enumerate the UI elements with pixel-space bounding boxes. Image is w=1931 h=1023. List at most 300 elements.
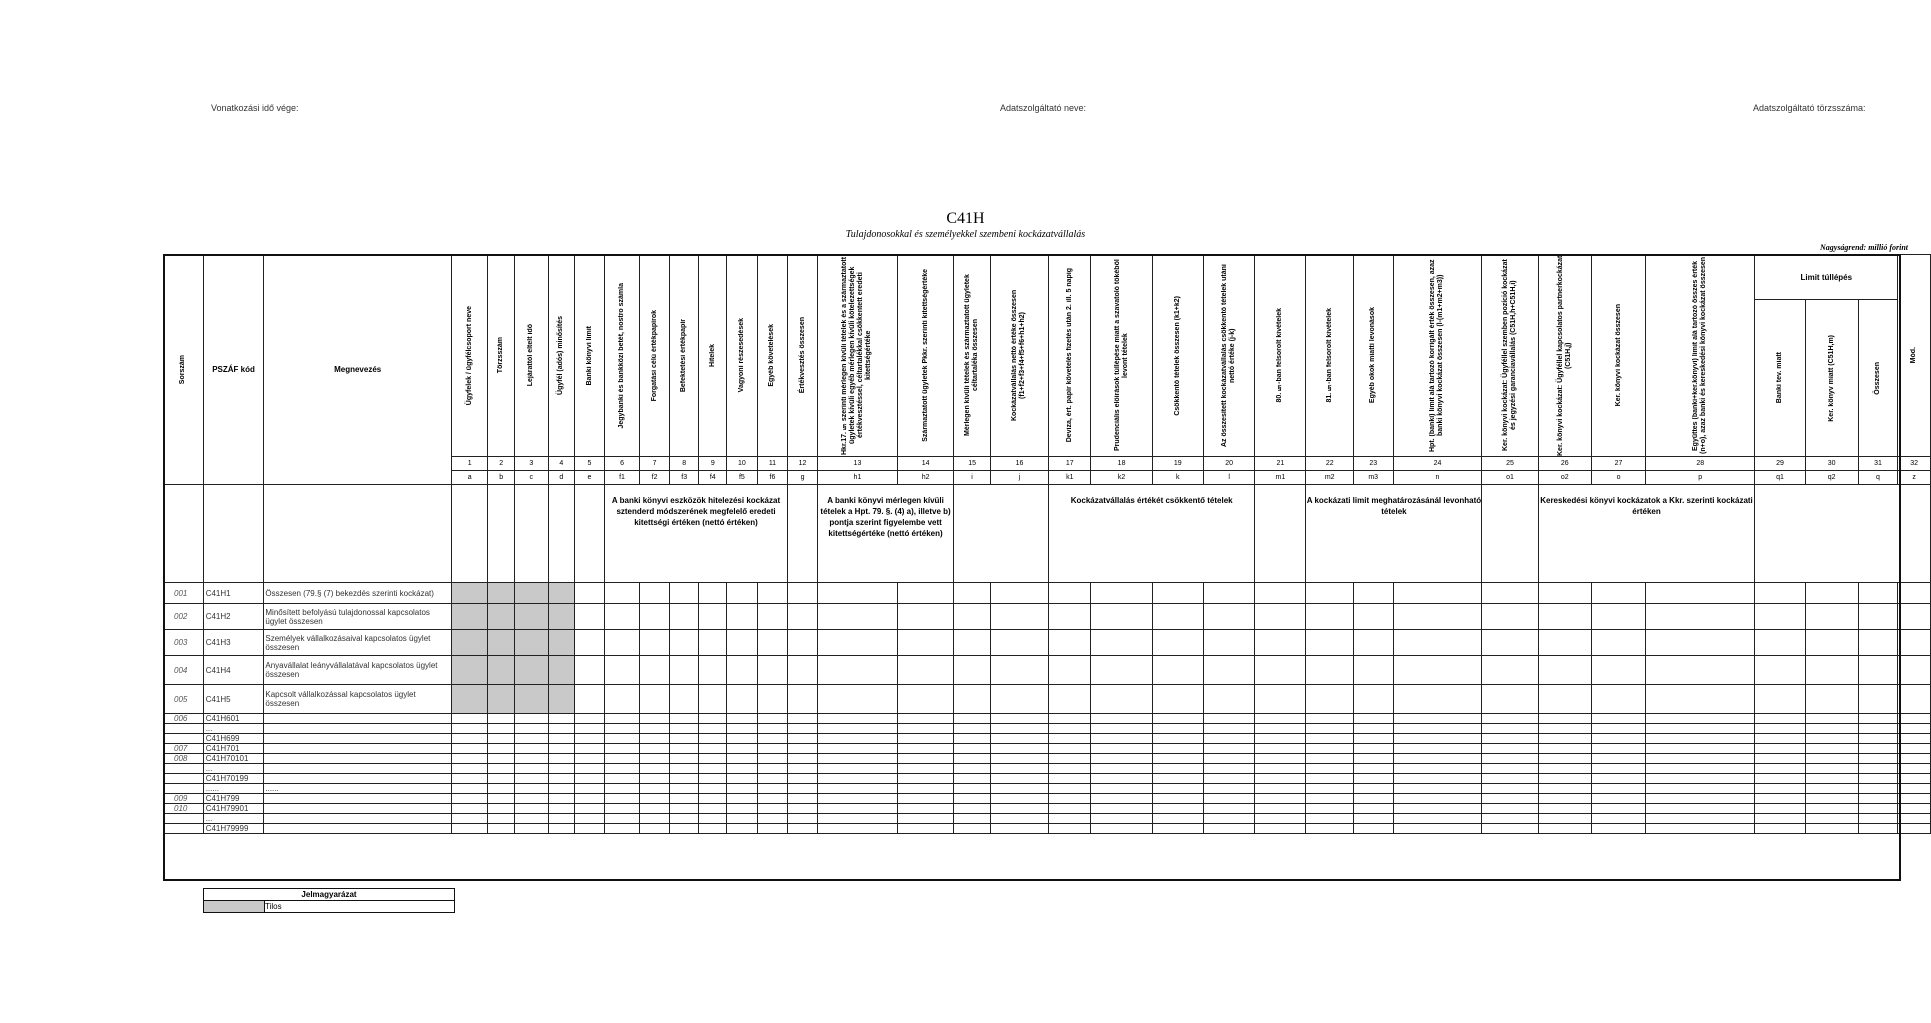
data-cell[interactable] bbox=[699, 754, 727, 764]
data-cell[interactable] bbox=[699, 714, 727, 724]
data-cell[interactable] bbox=[1393, 734, 1482, 744]
data-cell[interactable] bbox=[1805, 814, 1858, 824]
data-cell[interactable] bbox=[1805, 685, 1858, 714]
data-cell[interactable] bbox=[817, 685, 897, 714]
data-cell[interactable] bbox=[1049, 754, 1091, 764]
data-cell[interactable] bbox=[1482, 630, 1538, 656]
data-cell[interactable] bbox=[640, 685, 670, 714]
data-cell[interactable] bbox=[757, 814, 788, 824]
data-cell[interactable] bbox=[1393, 784, 1482, 794]
data-cell[interactable] bbox=[451, 685, 487, 714]
data-cell[interactable] bbox=[640, 583, 670, 604]
data-cell[interactable] bbox=[1538, 583, 1591, 604]
data-cell[interactable] bbox=[1306, 724, 1353, 734]
data-cell[interactable] bbox=[548, 630, 575, 656]
data-cell[interactable] bbox=[515, 734, 549, 744]
data-cell[interactable] bbox=[727, 685, 758, 714]
data-cell[interactable] bbox=[451, 744, 487, 754]
data-cell[interactable] bbox=[990, 604, 1048, 630]
data-cell[interactable] bbox=[1091, 754, 1152, 764]
data-cell[interactable] bbox=[1353, 714, 1393, 724]
data-cell[interactable] bbox=[669, 784, 699, 794]
data-cell[interactable] bbox=[990, 774, 1048, 784]
data-cell[interactable] bbox=[1898, 784, 1931, 794]
data-cell[interactable] bbox=[1646, 764, 1755, 774]
data-cell[interactable] bbox=[575, 583, 605, 604]
data-cell[interactable] bbox=[1393, 630, 1482, 656]
data-cell[interactable] bbox=[898, 734, 954, 744]
data-cell[interactable] bbox=[1306, 714, 1353, 724]
data-cell[interactable] bbox=[1538, 784, 1591, 794]
data-cell[interactable] bbox=[575, 724, 605, 734]
data-cell[interactable] bbox=[488, 685, 515, 714]
data-cell[interactable] bbox=[727, 583, 758, 604]
data-cell[interactable] bbox=[1591, 714, 1645, 724]
data-cell[interactable] bbox=[1255, 824, 1306, 834]
data-cell[interactable] bbox=[990, 630, 1048, 656]
data-cell[interactable] bbox=[548, 804, 575, 814]
data-cell[interactable] bbox=[1393, 583, 1482, 604]
data-cell[interactable] bbox=[727, 774, 758, 784]
data-cell[interactable] bbox=[515, 604, 549, 630]
data-cell[interactable] bbox=[1393, 804, 1482, 814]
data-cell[interactable] bbox=[1591, 630, 1645, 656]
data-cell[interactable] bbox=[669, 794, 699, 804]
data-cell[interactable] bbox=[604, 744, 639, 754]
data-cell[interactable] bbox=[1353, 685, 1393, 714]
data-cell[interactable] bbox=[1755, 814, 1805, 824]
data-cell[interactable] bbox=[898, 794, 954, 804]
data-cell[interactable] bbox=[898, 630, 954, 656]
data-cell[interactable] bbox=[1482, 794, 1538, 804]
data-cell[interactable] bbox=[1255, 714, 1306, 724]
data-cell[interactable] bbox=[817, 724, 897, 734]
data-cell[interactable] bbox=[669, 804, 699, 814]
data-cell[interactable] bbox=[1306, 784, 1353, 794]
data-cell[interactable] bbox=[1805, 794, 1858, 804]
data-cell[interactable] bbox=[990, 754, 1048, 764]
data-cell[interactable] bbox=[990, 724, 1048, 734]
data-cell[interactable] bbox=[1203, 814, 1254, 824]
data-cell[interactable] bbox=[1538, 604, 1591, 630]
data-cell[interactable] bbox=[548, 744, 575, 754]
data-cell[interactable] bbox=[699, 724, 727, 734]
data-cell[interactable] bbox=[1049, 656, 1091, 685]
data-cell[interactable] bbox=[1646, 824, 1755, 834]
data-cell[interactable] bbox=[604, 814, 639, 824]
data-cell[interactable] bbox=[898, 814, 954, 824]
data-cell[interactable] bbox=[488, 604, 515, 630]
data-cell[interactable] bbox=[1858, 804, 1897, 814]
data-cell[interactable] bbox=[1091, 814, 1152, 824]
data-cell[interactable] bbox=[1482, 744, 1538, 754]
data-cell[interactable] bbox=[604, 794, 639, 804]
data-cell[interactable] bbox=[1755, 744, 1805, 754]
data-cell[interactable] bbox=[1091, 744, 1152, 754]
data-cell[interactable] bbox=[488, 734, 515, 744]
data-cell[interactable] bbox=[640, 774, 670, 784]
data-cell[interactable] bbox=[954, 604, 991, 630]
data-cell[interactable] bbox=[1049, 714, 1091, 724]
data-cell[interactable] bbox=[727, 814, 758, 824]
data-cell[interactable] bbox=[990, 814, 1048, 824]
data-cell[interactable] bbox=[699, 814, 727, 824]
data-cell[interactable] bbox=[488, 656, 515, 685]
data-cell[interactable] bbox=[1805, 734, 1858, 744]
data-cell[interactable] bbox=[1755, 784, 1805, 794]
data-cell[interactable] bbox=[604, 656, 639, 685]
data-cell[interactable] bbox=[727, 804, 758, 814]
data-cell[interactable] bbox=[1646, 604, 1755, 630]
data-cell[interactable] bbox=[699, 630, 727, 656]
data-cell[interactable] bbox=[1591, 724, 1645, 734]
data-cell[interactable] bbox=[604, 630, 639, 656]
data-cell[interactable] bbox=[817, 784, 897, 794]
data-cell[interactable] bbox=[1482, 754, 1538, 764]
data-cell[interactable] bbox=[640, 604, 670, 630]
data-cell[interactable] bbox=[954, 714, 991, 724]
data-cell[interactable] bbox=[1646, 724, 1755, 734]
data-cell[interactable] bbox=[1091, 774, 1152, 784]
data-cell[interactable] bbox=[1255, 685, 1306, 714]
data-cell[interactable] bbox=[575, 604, 605, 630]
data-cell[interactable] bbox=[1898, 630, 1931, 656]
data-cell[interactable] bbox=[451, 754, 487, 764]
data-cell[interactable] bbox=[757, 583, 788, 604]
data-cell[interactable] bbox=[817, 804, 897, 814]
data-cell[interactable] bbox=[1393, 656, 1482, 685]
data-cell[interactable] bbox=[1538, 685, 1591, 714]
data-cell[interactable] bbox=[1393, 814, 1482, 824]
data-cell[interactable] bbox=[488, 754, 515, 764]
data-cell[interactable] bbox=[451, 784, 487, 794]
data-cell[interactable] bbox=[1152, 804, 1203, 814]
data-cell[interactable] bbox=[451, 714, 487, 724]
data-cell[interactable] bbox=[669, 744, 699, 754]
data-cell[interactable] bbox=[1353, 754, 1393, 764]
data-cell[interactable] bbox=[1049, 824, 1091, 834]
data-cell[interactable] bbox=[1393, 794, 1482, 804]
data-cell[interactable] bbox=[898, 724, 954, 734]
data-cell[interactable] bbox=[990, 656, 1048, 685]
data-cell[interactable] bbox=[575, 794, 605, 804]
data-cell[interactable] bbox=[1646, 814, 1755, 824]
data-cell[interactable] bbox=[1482, 583, 1538, 604]
data-cell[interactable] bbox=[575, 804, 605, 814]
data-cell[interactable] bbox=[727, 754, 758, 764]
data-cell[interactable] bbox=[788, 824, 818, 834]
data-cell[interactable] bbox=[1255, 754, 1306, 764]
data-cell[interactable] bbox=[1255, 814, 1306, 824]
data-cell[interactable] bbox=[604, 724, 639, 734]
data-cell[interactable] bbox=[1755, 724, 1805, 734]
data-cell[interactable] bbox=[990, 794, 1048, 804]
data-cell[interactable] bbox=[817, 774, 897, 784]
data-cell[interactable] bbox=[515, 724, 549, 734]
data-cell[interactable] bbox=[1646, 774, 1755, 784]
data-cell[interactable] bbox=[1591, 656, 1645, 685]
data-cell[interactable] bbox=[575, 784, 605, 794]
data-cell[interactable] bbox=[515, 685, 549, 714]
data-cell[interactable] bbox=[575, 754, 605, 764]
data-cell[interactable] bbox=[1898, 804, 1931, 814]
data-cell[interactable] bbox=[604, 583, 639, 604]
data-cell[interactable] bbox=[817, 604, 897, 630]
data-cell[interactable] bbox=[640, 804, 670, 814]
data-cell[interactable] bbox=[1393, 685, 1482, 714]
data-cell[interactable] bbox=[1898, 656, 1931, 685]
data-cell[interactable] bbox=[788, 630, 818, 656]
data-cell[interactable] bbox=[1591, 685, 1645, 714]
data-cell[interactable] bbox=[1393, 764, 1482, 774]
data-cell[interactable] bbox=[1805, 804, 1858, 814]
data-cell[interactable] bbox=[1049, 764, 1091, 774]
data-cell[interactable] bbox=[1755, 734, 1805, 744]
data-cell[interactable] bbox=[548, 724, 575, 734]
data-cell[interactable] bbox=[1591, 774, 1645, 784]
data-cell[interactable] bbox=[1755, 583, 1805, 604]
data-cell[interactable] bbox=[1049, 583, 1091, 604]
data-cell[interactable] bbox=[1482, 604, 1538, 630]
data-cell[interactable] bbox=[575, 734, 605, 744]
data-cell[interactable] bbox=[954, 630, 991, 656]
data-cell[interactable] bbox=[1306, 656, 1353, 685]
data-cell[interactable] bbox=[488, 744, 515, 754]
data-cell[interactable] bbox=[1591, 784, 1645, 794]
data-cell[interactable] bbox=[1306, 804, 1353, 814]
data-cell[interactable] bbox=[1203, 794, 1254, 804]
data-cell[interactable] bbox=[1646, 804, 1755, 814]
data-cell[interactable] bbox=[548, 714, 575, 724]
data-cell[interactable] bbox=[1091, 583, 1152, 604]
data-cell[interactable] bbox=[699, 794, 727, 804]
data-cell[interactable] bbox=[1755, 764, 1805, 774]
data-cell[interactable] bbox=[788, 685, 818, 714]
data-cell[interactable] bbox=[515, 804, 549, 814]
data-cell[interactable] bbox=[1858, 734, 1897, 744]
data-cell[interactable] bbox=[1755, 656, 1805, 685]
data-cell[interactable] bbox=[1858, 774, 1897, 784]
data-cell[interactable] bbox=[1306, 794, 1353, 804]
data-cell[interactable] bbox=[451, 656, 487, 685]
data-cell[interactable] bbox=[1203, 583, 1254, 604]
data-cell[interactable] bbox=[548, 774, 575, 784]
data-cell[interactable] bbox=[1393, 604, 1482, 630]
data-cell[interactable] bbox=[699, 824, 727, 834]
data-cell[interactable] bbox=[1091, 724, 1152, 734]
data-cell[interactable] bbox=[788, 814, 818, 824]
data-cell[interactable] bbox=[727, 794, 758, 804]
data-cell[interactable] bbox=[1755, 754, 1805, 764]
data-cell[interactable] bbox=[1482, 814, 1538, 824]
data-cell[interactable] bbox=[575, 764, 605, 774]
data-cell[interactable] bbox=[1858, 794, 1897, 804]
data-cell[interactable] bbox=[1353, 774, 1393, 784]
data-cell[interactable] bbox=[990, 583, 1048, 604]
data-cell[interactable] bbox=[1393, 754, 1482, 764]
data-cell[interactable] bbox=[515, 774, 549, 784]
data-cell[interactable] bbox=[1306, 754, 1353, 764]
data-cell[interactable] bbox=[727, 714, 758, 724]
data-cell[interactable] bbox=[1353, 804, 1393, 814]
data-cell[interactable] bbox=[1646, 714, 1755, 724]
data-cell[interactable] bbox=[640, 814, 670, 824]
data-cell[interactable] bbox=[669, 604, 699, 630]
data-cell[interactable] bbox=[640, 630, 670, 656]
data-cell[interactable] bbox=[1646, 734, 1755, 744]
data-cell[interactable] bbox=[1858, 685, 1897, 714]
data-cell[interactable] bbox=[1538, 630, 1591, 656]
data-cell[interactable] bbox=[488, 784, 515, 794]
data-cell[interactable] bbox=[1353, 630, 1393, 656]
data-cell[interactable] bbox=[575, 656, 605, 685]
data-cell[interactable] bbox=[548, 794, 575, 804]
data-cell[interactable] bbox=[1538, 734, 1591, 744]
data-cell[interactable] bbox=[548, 824, 575, 834]
data-cell[interactable] bbox=[604, 784, 639, 794]
data-cell[interactable] bbox=[898, 604, 954, 630]
data-cell[interactable] bbox=[1482, 724, 1538, 734]
data-cell[interactable] bbox=[1255, 764, 1306, 774]
data-cell[interactable] bbox=[954, 583, 991, 604]
data-cell[interactable] bbox=[1858, 714, 1897, 724]
data-cell[interactable] bbox=[788, 784, 818, 794]
data-cell[interactable] bbox=[515, 583, 549, 604]
data-cell[interactable] bbox=[727, 764, 758, 774]
data-cell[interactable] bbox=[954, 824, 991, 834]
data-cell[interactable] bbox=[1255, 774, 1306, 784]
data-cell[interactable] bbox=[1858, 824, 1897, 834]
data-cell[interactable] bbox=[1805, 774, 1858, 784]
data-cell[interactable] bbox=[788, 714, 818, 724]
data-cell[interactable] bbox=[1152, 630, 1203, 656]
data-cell[interactable] bbox=[699, 583, 727, 604]
data-cell[interactable] bbox=[488, 764, 515, 774]
data-cell[interactable] bbox=[954, 794, 991, 804]
data-cell[interactable] bbox=[548, 754, 575, 764]
data-cell[interactable] bbox=[1353, 744, 1393, 754]
data-cell[interactable] bbox=[1353, 604, 1393, 630]
data-cell[interactable] bbox=[1152, 734, 1203, 744]
data-cell[interactable] bbox=[817, 583, 897, 604]
data-cell[interactable] bbox=[954, 764, 991, 774]
data-cell[interactable] bbox=[548, 814, 575, 824]
data-cell[interactable] bbox=[669, 754, 699, 764]
data-cell[interactable] bbox=[1482, 656, 1538, 685]
data-cell[interactable] bbox=[604, 714, 639, 724]
data-cell[interactable] bbox=[1255, 724, 1306, 734]
data-cell[interactable] bbox=[1858, 814, 1897, 824]
data-cell[interactable] bbox=[757, 604, 788, 630]
data-cell[interactable] bbox=[1393, 774, 1482, 784]
data-cell[interactable] bbox=[1353, 764, 1393, 774]
data-cell[interactable] bbox=[640, 744, 670, 754]
data-cell[interactable] bbox=[1755, 794, 1805, 804]
data-cell[interactable] bbox=[1255, 784, 1306, 794]
data-cell[interactable] bbox=[727, 656, 758, 685]
data-cell[interactable] bbox=[488, 583, 515, 604]
data-cell[interactable] bbox=[604, 774, 639, 784]
data-cell[interactable] bbox=[515, 714, 549, 724]
data-cell[interactable] bbox=[898, 804, 954, 814]
data-cell[interactable] bbox=[1049, 804, 1091, 814]
data-cell[interactable] bbox=[898, 583, 954, 604]
data-cell[interactable] bbox=[1591, 824, 1645, 834]
data-cell[interactable] bbox=[488, 804, 515, 814]
data-cell[interactable] bbox=[451, 583, 487, 604]
data-cell[interactable] bbox=[548, 583, 575, 604]
data-cell[interactable] bbox=[1393, 824, 1482, 834]
data-cell[interactable] bbox=[788, 724, 818, 734]
data-cell[interactable] bbox=[548, 685, 575, 714]
data-cell[interactable] bbox=[1152, 714, 1203, 724]
data-cell[interactable] bbox=[727, 784, 758, 794]
data-cell[interactable] bbox=[451, 794, 487, 804]
data-cell[interactable] bbox=[1805, 724, 1858, 734]
data-cell[interactable] bbox=[451, 630, 487, 656]
data-cell[interactable] bbox=[1805, 784, 1858, 794]
data-cell[interactable] bbox=[1203, 724, 1254, 734]
data-cell[interactable] bbox=[1805, 754, 1858, 764]
data-cell[interactable] bbox=[699, 804, 727, 814]
data-cell[interactable] bbox=[1538, 774, 1591, 784]
data-cell[interactable] bbox=[817, 824, 897, 834]
data-cell[interactable] bbox=[898, 764, 954, 774]
data-cell[interactable] bbox=[954, 804, 991, 814]
data-cell[interactable] bbox=[488, 794, 515, 804]
data-cell[interactable] bbox=[575, 774, 605, 784]
data-cell[interactable] bbox=[548, 734, 575, 744]
data-cell[interactable] bbox=[1898, 814, 1931, 824]
data-cell[interactable] bbox=[757, 724, 788, 734]
data-cell[interactable] bbox=[954, 734, 991, 744]
data-cell[interactable] bbox=[1858, 764, 1897, 774]
data-cell[interactable] bbox=[727, 734, 758, 744]
data-cell[interactable] bbox=[788, 804, 818, 814]
data-cell[interactable] bbox=[669, 814, 699, 824]
data-cell[interactable] bbox=[515, 814, 549, 824]
data-cell[interactable] bbox=[669, 685, 699, 714]
data-cell[interactable] bbox=[488, 824, 515, 834]
data-cell[interactable] bbox=[1152, 754, 1203, 764]
data-cell[interactable] bbox=[1152, 824, 1203, 834]
data-cell[interactable] bbox=[727, 824, 758, 834]
data-cell[interactable] bbox=[1538, 814, 1591, 824]
data-cell[interactable] bbox=[451, 724, 487, 734]
data-cell[interactable] bbox=[515, 824, 549, 834]
data-cell[interactable] bbox=[1646, 754, 1755, 764]
data-cell[interactable] bbox=[488, 814, 515, 824]
data-cell[interactable] bbox=[1858, 754, 1897, 764]
data-cell[interactable] bbox=[1049, 784, 1091, 794]
data-cell[interactable] bbox=[1255, 734, 1306, 744]
data-cell[interactable] bbox=[1306, 685, 1353, 714]
data-cell[interactable] bbox=[1203, 714, 1254, 724]
data-cell[interactable] bbox=[669, 630, 699, 656]
data-cell[interactable] bbox=[990, 824, 1048, 834]
data-cell[interactable] bbox=[1755, 685, 1805, 714]
data-cell[interactable] bbox=[1393, 724, 1482, 734]
data-cell[interactable] bbox=[898, 774, 954, 784]
data-cell[interactable] bbox=[990, 685, 1048, 714]
data-cell[interactable] bbox=[817, 630, 897, 656]
data-cell[interactable] bbox=[669, 714, 699, 724]
data-cell[interactable] bbox=[1858, 724, 1897, 734]
data-cell[interactable] bbox=[699, 685, 727, 714]
data-cell[interactable] bbox=[699, 764, 727, 774]
data-cell[interactable] bbox=[1353, 724, 1393, 734]
data-cell[interactable] bbox=[575, 824, 605, 834]
